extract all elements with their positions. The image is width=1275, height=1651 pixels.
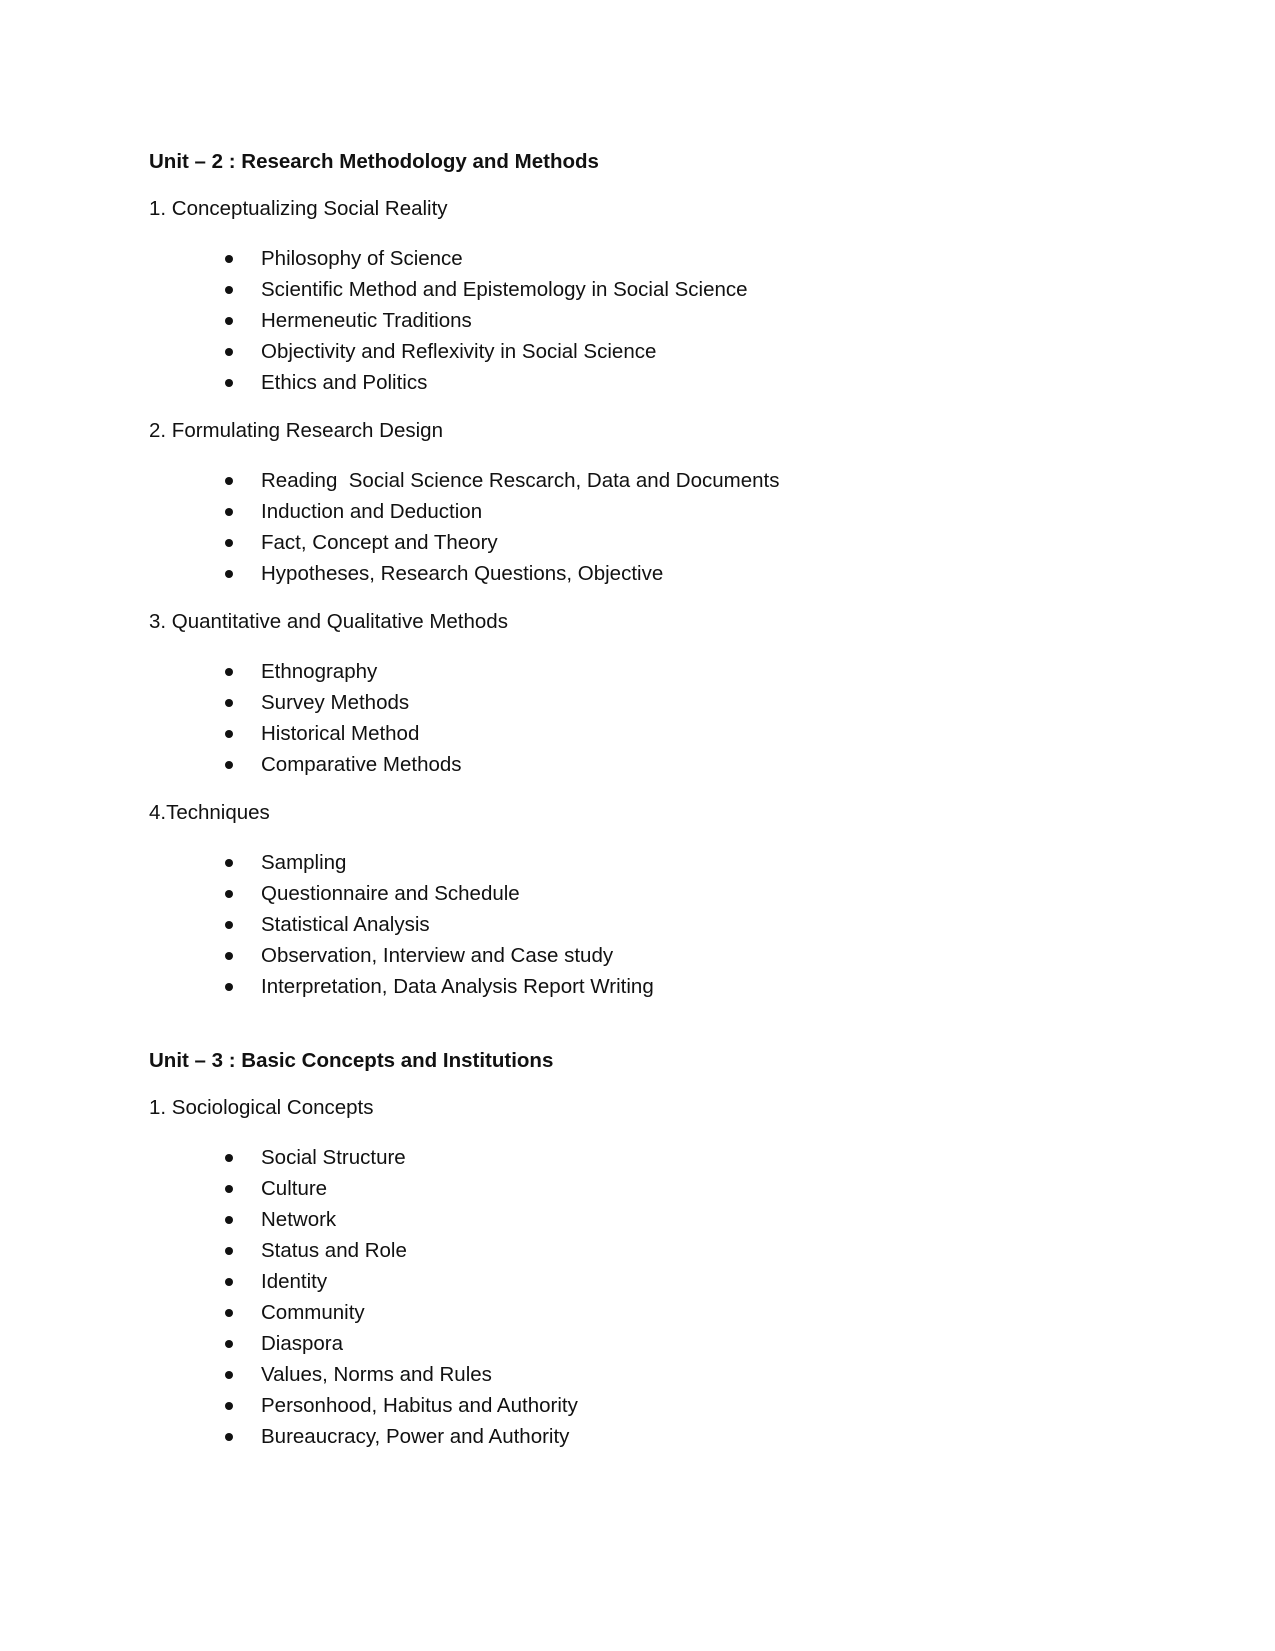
list-item — [149, 1173, 1149, 1204]
list-item-text: Reading Social Science Rescarch, Data and Documents — [261, 469, 780, 492]
bullet-icon — [225, 570, 233, 578]
bullet-list — [149, 465, 1149, 589]
list-item — [149, 909, 1149, 940]
list-item-text: Hypotheses, Research Questions, Objective — [261, 562, 664, 585]
list-item — [149, 718, 1149, 749]
section-title: 1. Conceptualizing Social Reality — [149, 197, 448, 220]
list-item — [149, 749, 1149, 780]
bullet-icon — [225, 1371, 233, 1379]
section-title: 3. Quantitative and Qualitative Methods — [149, 610, 508, 633]
list-item — [149, 1142, 1149, 1173]
bullet-icon — [225, 1278, 233, 1286]
list-item-text: Bureaucracy, Power and Authority — [261, 1425, 570, 1448]
bullet-icon — [225, 1309, 233, 1317]
bullet-icon — [225, 1433, 233, 1441]
list-item — [149, 558, 1149, 589]
list-item — [149, 243, 1149, 274]
list-item-text: Values, Norms and Rules — [261, 1363, 492, 1386]
bullet-icon — [225, 952, 233, 960]
section-title: 2. Formulating Research Design — [149, 419, 443, 442]
list-item-text: Hermeneutic Traditions — [261, 309, 472, 332]
list-item — [149, 1390, 1149, 1421]
list-item-text: Fact, Concept and Theory — [261, 531, 498, 554]
list-item — [149, 971, 1149, 1002]
list-item — [149, 465, 1149, 496]
list-item-text: Objectivity and Reflexivity in Social Science — [261, 340, 657, 363]
bullet-icon — [225, 668, 233, 676]
bullet-icon — [225, 983, 233, 991]
bullet-list — [149, 847, 1149, 1002]
list-item-text: Interpretation, Data Analysis Report Writing — [261, 975, 654, 998]
list-item-text: Philosophy of Science — [261, 247, 463, 270]
bullet-list — [149, 656, 1149, 780]
bullet-icon — [225, 699, 233, 707]
list-item — [149, 1359, 1149, 1390]
section-title: 4.Techniques — [149, 801, 270, 824]
list-item — [149, 1328, 1149, 1359]
unit-heading: Unit – 3 : Basic Concepts and Institutions — [149, 1049, 554, 1072]
list-item-text: Ethics and Politics — [261, 371, 428, 394]
section-title: 1. Sociological Concepts — [149, 1096, 374, 1119]
list-item-text: Ethnography — [261, 660, 378, 683]
list-item — [149, 496, 1149, 527]
list-item — [149, 527, 1149, 558]
bullet-icon — [225, 859, 233, 867]
bullet-icon — [225, 317, 233, 325]
bullet-icon — [225, 761, 233, 769]
bullet-icon — [225, 1247, 233, 1255]
list-item-text: Observation, Interview and Case study — [261, 944, 614, 967]
bullet-icon — [225, 1154, 233, 1162]
bullet-icon — [225, 348, 233, 356]
unit-heading: Unit – 2 : Research Methodology and Methods — [149, 150, 599, 173]
bullet-icon — [225, 477, 233, 485]
list-item-text: Social Structure — [261, 1146, 406, 1169]
list-item-text: Status and Role — [261, 1239, 407, 1262]
list-item-text: Scientific Method and Epistemology in Social Science — [261, 278, 748, 301]
bullet-icon — [225, 921, 233, 929]
list-item — [149, 847, 1149, 878]
bullet-icon — [225, 508, 233, 516]
bullet-icon — [225, 1402, 233, 1410]
list-item-text: Comparative Methods — [261, 753, 462, 776]
list-item — [149, 687, 1149, 718]
list-item — [149, 274, 1149, 305]
list-item — [149, 878, 1149, 909]
list-item-text: Survey Methods — [261, 691, 410, 714]
list-item-text: Induction and Deduction — [261, 500, 483, 523]
bullet-icon — [225, 890, 233, 898]
bullet-icon — [225, 379, 233, 387]
list-item — [149, 1204, 1149, 1235]
list-item — [149, 305, 1149, 336]
list-item-text: Historical Method — [261, 722, 420, 745]
bullet-icon — [225, 1216, 233, 1224]
list-item — [149, 336, 1149, 367]
list-item-text: Sampling — [261, 851, 347, 874]
unit-3 — [149, 1047, 1149, 1452]
list-item-text: Identity — [261, 1270, 328, 1293]
bullet-icon — [225, 255, 233, 263]
bullet-icon — [225, 1340, 233, 1348]
bullet-list — [149, 243, 1149, 398]
bullet-icon — [225, 286, 233, 294]
list-item-text: Questionnaire and Schedule — [261, 882, 520, 905]
list-item-text: Network — [261, 1208, 337, 1231]
list-item — [149, 1235, 1149, 1266]
list-item — [149, 656, 1149, 687]
unit-2 — [149, 148, 1149, 1002]
bullet-icon — [225, 730, 233, 738]
list-item-text: Community — [261, 1301, 365, 1324]
list-item — [149, 940, 1149, 971]
list-item — [149, 1297, 1149, 1328]
bullet-icon — [225, 1185, 233, 1193]
list-item — [149, 1421, 1149, 1452]
list-item — [149, 1266, 1149, 1297]
list-item-text: Diaspora — [261, 1332, 344, 1355]
bullet-icon — [225, 539, 233, 547]
bullet-list — [149, 1142, 1149, 1452]
list-item — [149, 367, 1149, 398]
list-item-text: Culture — [261, 1177, 328, 1200]
list-item-text: Personhood, Habitus and Authority — [261, 1394, 578, 1417]
list-item-text: Statistical Analysis — [261, 913, 430, 936]
